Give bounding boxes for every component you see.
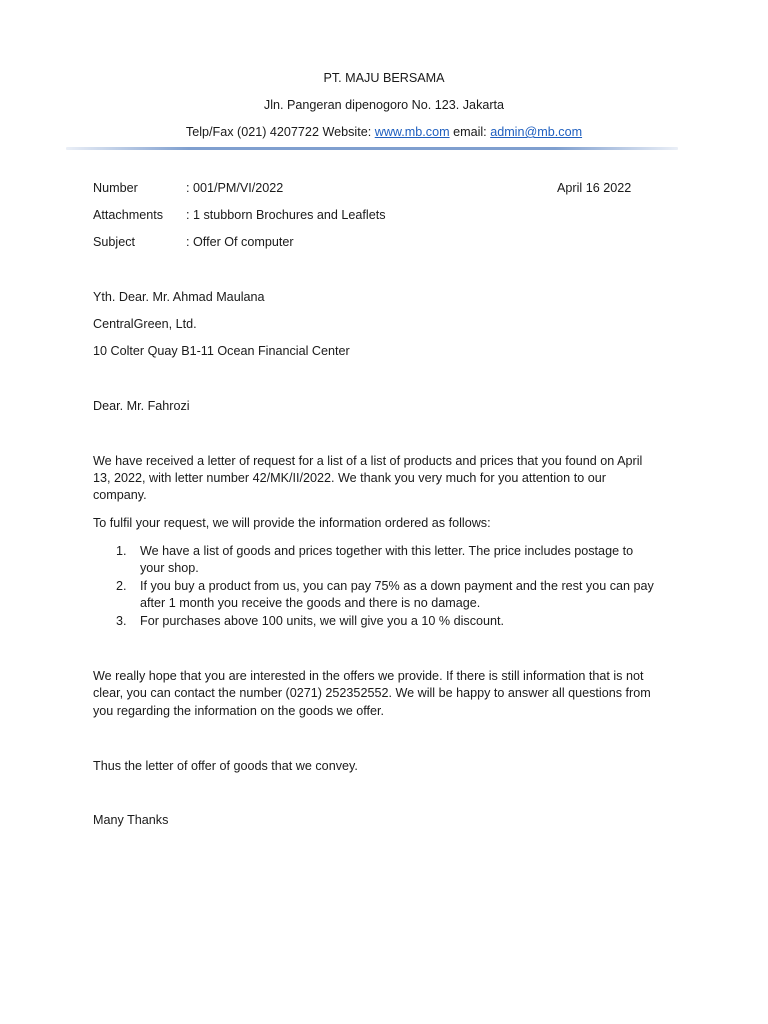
company-address: Jln. Pangeran dipenogoro No. 123. Jakarta [263, 98, 505, 112]
list-item-3-number: 3. [116, 614, 127, 628]
subject-value: : Offer Of computer [186, 235, 294, 249]
paragraph-3-line-1: We really hope that you are interested in the offers we provide. If there is still information that is not [93, 669, 644, 683]
email-prefix: email: [449, 125, 491, 139]
list-item-2-number: 2. [116, 579, 127, 593]
paragraph-4: Thus the letter of offer of goods that we convey. [93, 759, 358, 773]
list-item-3-line-1: For purchases above 100 units, we will give you a 10 % discount. [140, 614, 505, 628]
closing: Many Thanks [93, 813, 169, 827]
paragraph-1-line-1: We have received a letter of request for a list of a list of products and prices that you found on April [93, 454, 643, 468]
number-label: Number [93, 181, 138, 195]
paragraph-1-line-2: 13, 2022, with letter number 42/MK/II/2022. We thank you very much for you attention to our [93, 471, 606, 485]
recipient-company: CentralGreen, Ltd. [93, 317, 197, 331]
letter-date: April 16 2022 [557, 181, 632, 195]
contact-prefix: Telp/Fax (021) 4207722 Website: [185, 125, 375, 139]
number-value: : 001/PM/VI/2022 [186, 181, 284, 195]
website-link[interactable]: www.mb.com [374, 125, 450, 139]
list-item-1-line-2: your shop. [140, 561, 199, 575]
email-link[interactable]: admin@mb.com [490, 125, 583, 139]
attachments-value: : 1 stubborn Brochures and Leaflets [186, 208, 386, 222]
list-item-2-line-1: If you buy a product from us, you can pay 75% as a down payment and the rest you can pay [140, 579, 654, 593]
recipient-name: Yth. Dear. Mr. Ahmad Maulana [93, 290, 265, 304]
subject-label: Subject [93, 235, 136, 249]
company-contact [0, 124, 768, 141]
attachments-label: Attachments [93, 208, 163, 222]
paragraph-2: To fulfil your request, we will provide the information ordered as follows: [93, 516, 491, 530]
list-item-1-line-1: We have a list of goods and prices together with this letter. The price includes postage to [140, 544, 634, 558]
paragraph-3-line-2: clear, you can contact the number (0271) 252352552. We will be happy to answer all questions from [93, 686, 651, 700]
paragraph-1-line-3: company. [93, 488, 147, 502]
paragraph-3-line-3: you regarding the information on the goods we offer. [93, 704, 385, 718]
company-name: PT. MAJU BERSAMA [323, 71, 445, 85]
list-item-2-line-2: after 1 month you receive the goods and there is no damage. [140, 596, 481, 610]
recipient-address: 10 Colter Quay B1-11 Ocean Financial Center [93, 344, 350, 358]
salutation: Dear. Mr. Fahrozi [93, 399, 190, 413]
list-item-1-number: 1. [116, 544, 127, 558]
header-divider [66, 147, 678, 150]
